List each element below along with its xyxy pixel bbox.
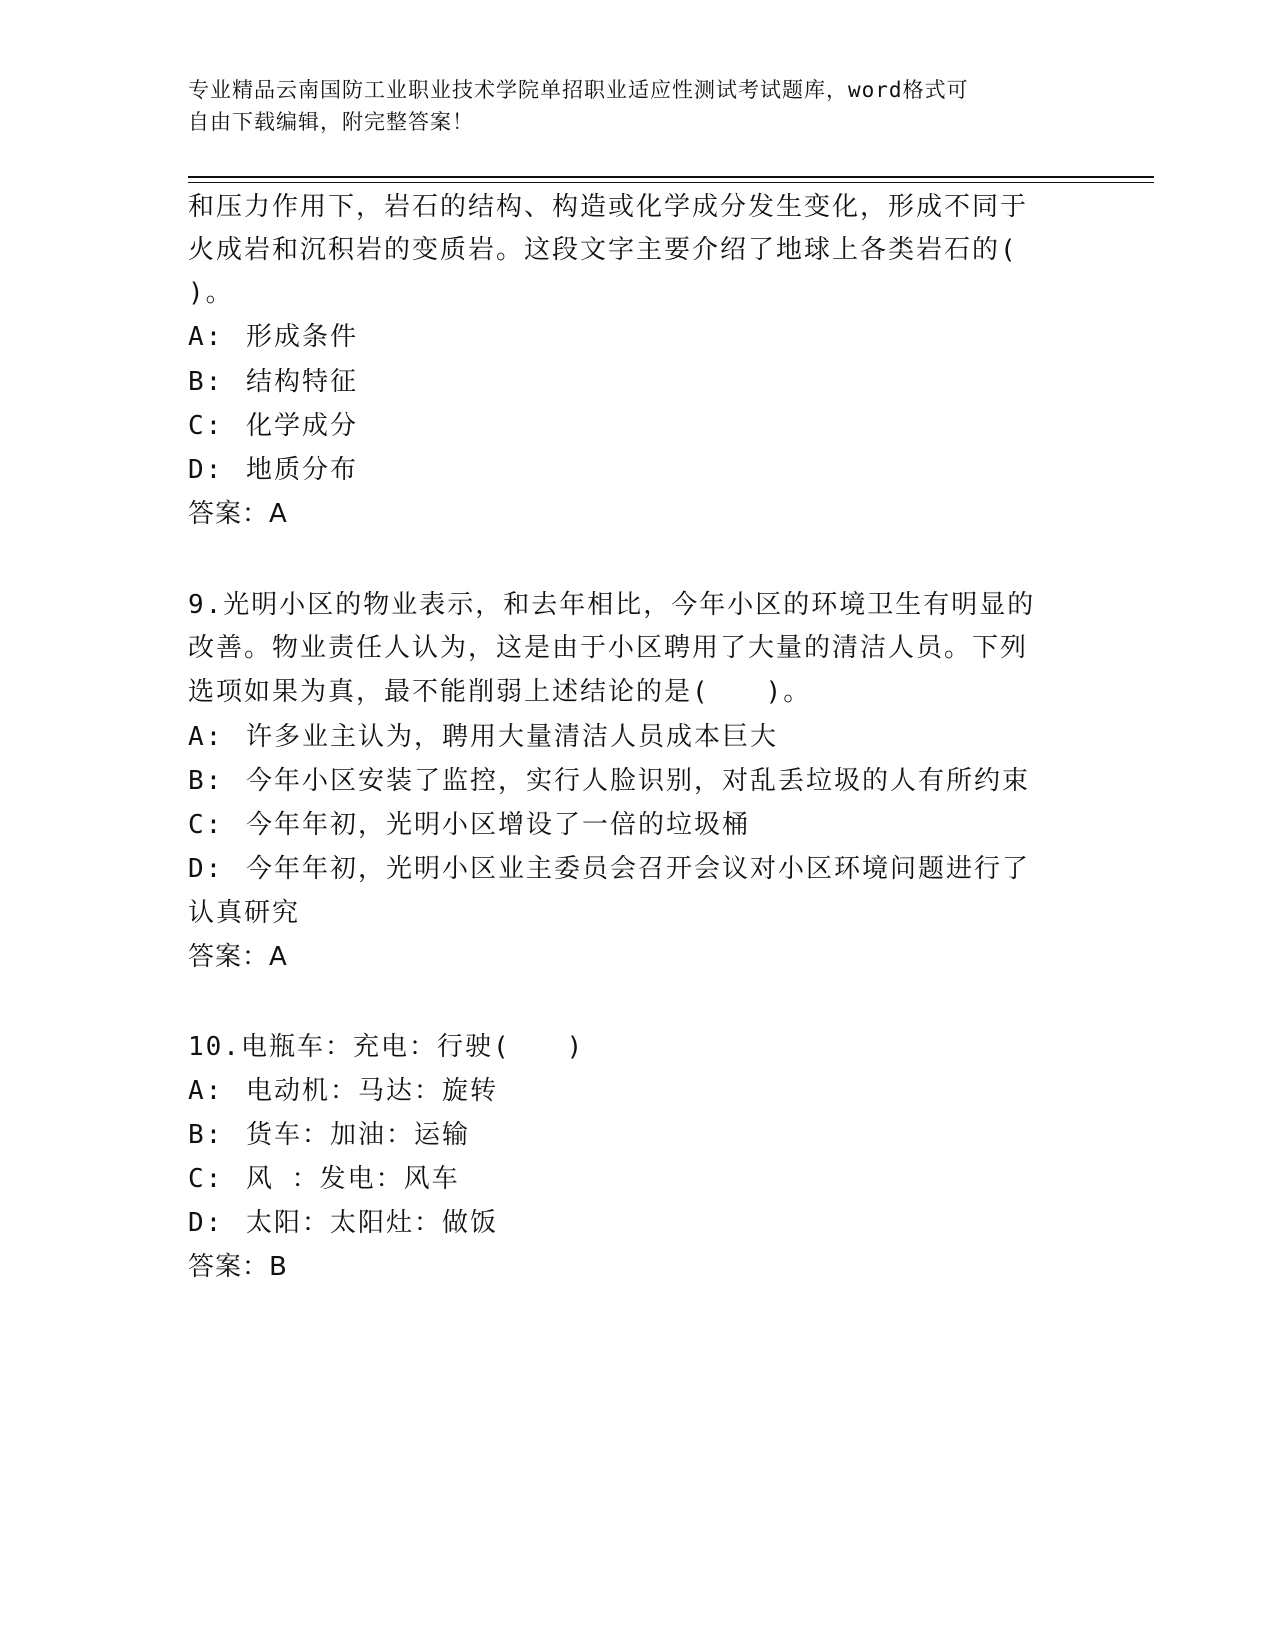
q9-option-d xyxy=(188,852,1030,886)
header-line-2: 自由下载编辑，附完整答案！ xyxy=(188,110,474,134)
q8-answer: 答案：A xyxy=(188,499,288,529)
option-label: D: xyxy=(188,854,224,884)
q8-text-line-2: 火成岩和沉积岩的变质岩。这段文字主要介绍了地球上各类岩石的( xyxy=(188,235,1018,265)
header-divider-thin xyxy=(188,182,1154,183)
q10-option-c xyxy=(188,1162,460,1196)
header-line-1: 专业精品云南国防工业职业技术学院单招职业适应性测试考试题库，word格式可 xyxy=(188,78,969,102)
option-label: A: xyxy=(188,322,224,352)
q9-option-b xyxy=(188,764,1030,798)
option-text: 今年年初，光明小区业主委员会召开会议对小区环境问题进行了 xyxy=(246,854,1031,884)
q8-option-b xyxy=(188,365,358,399)
option-label: B: xyxy=(188,766,224,796)
option-text: 电动机：马达：旋转 xyxy=(246,1076,499,1106)
option-text: 今年小区安装了监控，实行人脸识别，对乱丢垃圾的人有所约束 xyxy=(246,766,1031,796)
q9-option-c xyxy=(188,808,750,842)
page-header xyxy=(188,74,1068,138)
q9-answer: 答案：A xyxy=(188,942,288,972)
option-text: 货车：加油：运输 xyxy=(246,1120,471,1150)
option-text: 地质分布 xyxy=(246,455,359,485)
option-label: A: xyxy=(188,722,224,752)
option-label: D: xyxy=(188,1208,224,1238)
q8-option-d xyxy=(188,453,358,487)
q9-option-d-continued: 认真研究 xyxy=(188,898,301,928)
option-label: B: xyxy=(188,1120,224,1150)
q8-option-a xyxy=(188,320,358,354)
q9-text-line-1: 9.光明小区的物业表示，和去年相比，今年小区的环境卫生有明显的 xyxy=(188,590,1036,620)
option-text: 太阳：太阳灶：做饭 xyxy=(246,1208,499,1238)
option-label: C: xyxy=(188,411,224,441)
option-label: B: xyxy=(188,367,224,397)
option-label: C: xyxy=(188,1164,224,1194)
q8-option-c xyxy=(188,409,358,443)
option-text: 形成条件 xyxy=(246,322,359,352)
option-text: 化学成分 xyxy=(246,411,359,441)
option-text: 今年年初，光明小区增设了一倍的垃圾桶 xyxy=(246,810,751,840)
q9-text-line-3: 选项如果为真，最不能削弱上述结论的是( )。 xyxy=(188,677,812,707)
q9-text-line-2: 改善。物业责任人认为，这是由于小区聘用了大量的清洁人员。下列 xyxy=(188,633,1029,663)
q10-option-d xyxy=(188,1206,498,1240)
option-label: A: xyxy=(188,1076,224,1106)
option-text: 许多业主认为，聘用大量清洁人员成本巨大 xyxy=(246,722,779,752)
option-text: 结构特征 xyxy=(246,367,359,397)
option-text: 风 ：发电：风车 xyxy=(246,1164,460,1194)
option-label: D: xyxy=(188,455,224,485)
q10-option-a xyxy=(188,1074,498,1108)
q10-answer: 答案：B xyxy=(188,1252,288,1282)
q10-option-b xyxy=(188,1118,470,1152)
q10-stem: 10.电瓶车：充电：行驶( ) xyxy=(188,1032,585,1062)
header-divider-thick xyxy=(188,176,1154,178)
option-label: C: xyxy=(188,810,224,840)
q8-text-line-1: 和压力作用下，岩石的结构、构造或化学成分发生变化，形成不同于 xyxy=(188,192,1029,222)
q9-option-a xyxy=(188,720,778,754)
q8-text-line-3: )。 xyxy=(188,278,234,308)
